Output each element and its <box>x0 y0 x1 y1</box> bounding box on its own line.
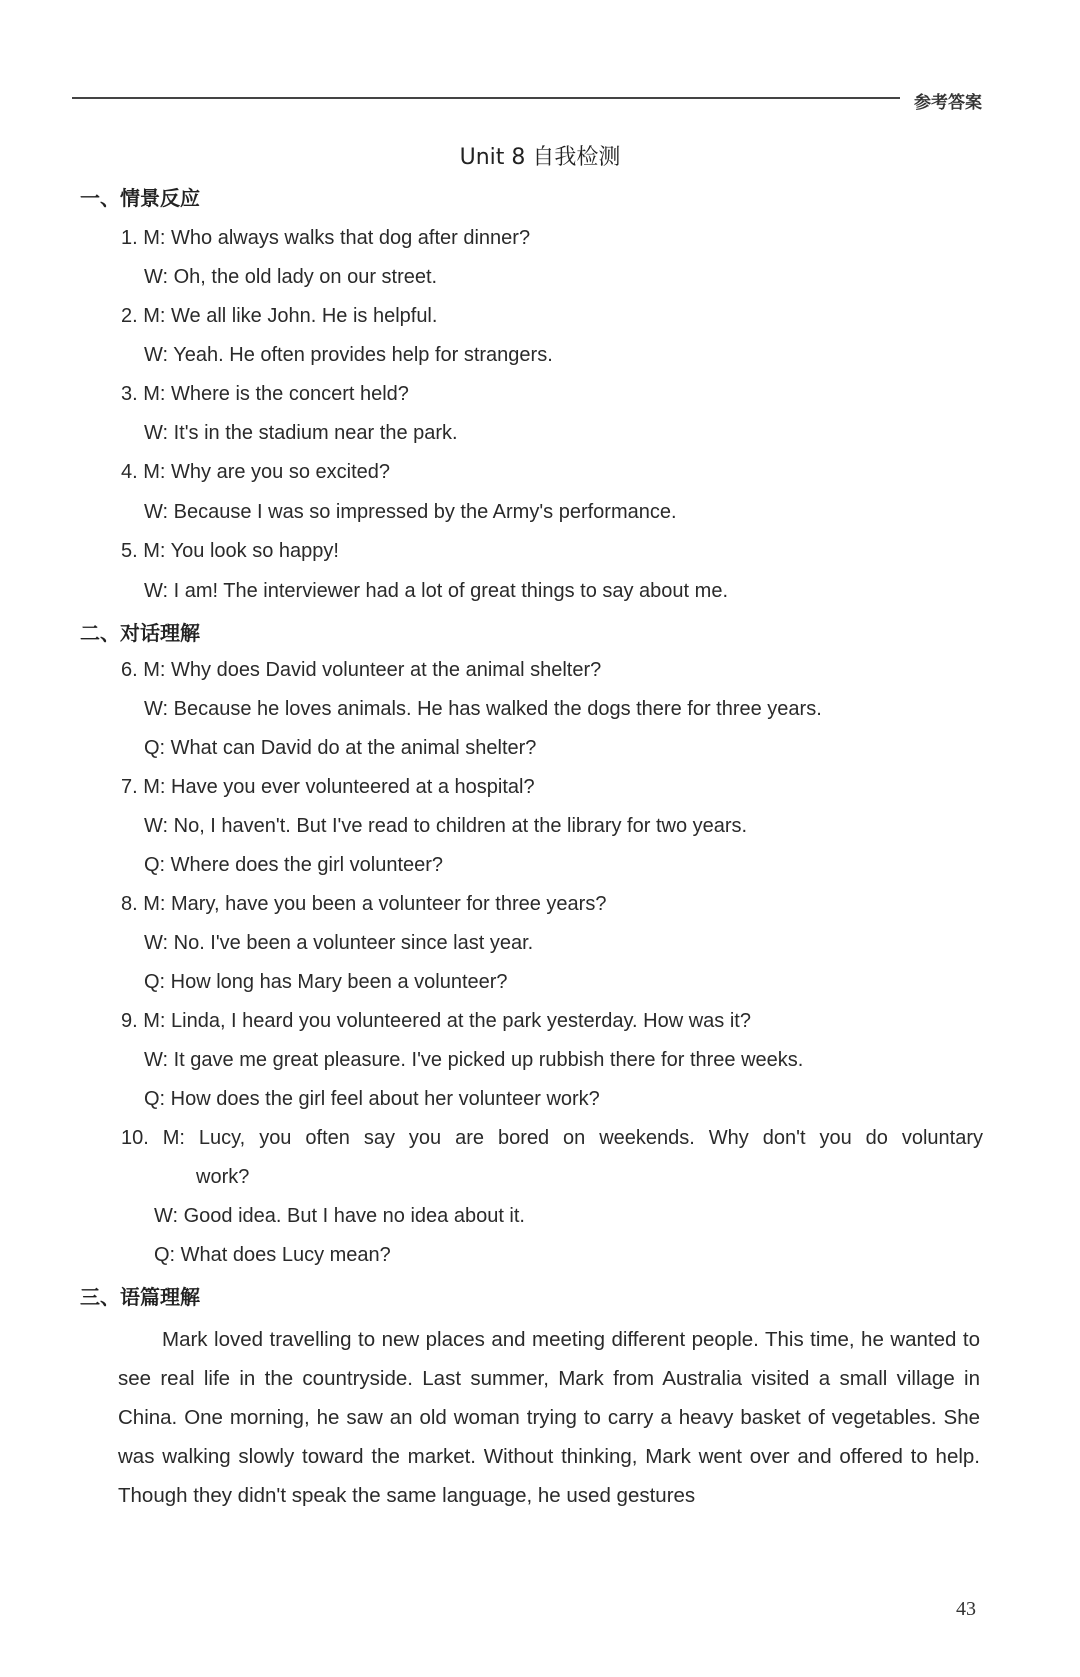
dialogue-line: W: Good idea. But I have no idea about it. <box>154 1205 525 1227</box>
dialogue-line: W: It's in the stadium near the park. <box>144 422 458 444</box>
dialogue-line: W: Oh, the old lady on our street. <box>144 266 438 288</box>
dialogue-line: W: It gave me great pleasure. I've picked up rubbish there for three weeks. <box>144 1049 804 1071</box>
section-heading-2: 二、对话理解 <box>80 621 200 645</box>
dialogue-line: Q: Where does the girl volunteer? <box>144 854 444 876</box>
section-heading-3: 三、语篇理解 <box>80 1285 200 1309</box>
dialogue-line: 6. M: Why does David volunteer at the animal shelter? <box>121 659 602 681</box>
dialogue-line: Q: How does the girl feel about her volunteer work? <box>144 1088 600 1110</box>
dialogue-line: Q: What can David do at the animal shelter? <box>144 737 537 759</box>
header-label: 参考答案 <box>914 93 982 113</box>
dialogue-line: 9. M: Linda, I heard you volunteered at the park yesterday. How was it? <box>121 1010 751 1032</box>
dialogue-line: W: I am! The interviewer had a lot of great things to say about me. <box>144 580 729 602</box>
dialogue-line: W: Because I was so impressed by the Army's performance. <box>144 501 677 523</box>
dialogue-line: W: No, I haven't. But I've read to children at the library for two years. <box>144 815 748 837</box>
dialogue-line: 3. M: Where is the concert held? <box>121 383 409 405</box>
page-number: 43 <box>956 1598 976 1620</box>
dialogue-line: W: Yeah. He often provides help for strangers. <box>144 344 553 366</box>
dialogue-line: W: Because he loves animals. He has walked the dogs there for three years. <box>144 698 822 720</box>
dialogue-line: Q: How long has Mary been a volunteer? <box>144 971 508 993</box>
dialogue-line: 1. M: Who always walks that dog after dinner? <box>121 227 531 249</box>
dialogue-line: work? <box>196 1166 250 1188</box>
dialogue-line: W: No. I've been a volunteer since last year. <box>144 932 534 954</box>
dialogue-line: 7. M: Have you ever volunteered at a hospital? <box>121 776 535 798</box>
section-heading-1: 一、情景反应 <box>80 186 200 210</box>
dialogue-line: 4. M: Why are you so excited? <box>121 461 391 483</box>
dialogue-line: 10. M: Lucy, you often say you are bored on weekends. Why don't you do voluntary <box>121 1127 983 1149</box>
header-rule <box>72 97 900 99</box>
passage-paragraph: Mark loved travelling to new places and meeting different people. This time, he wanted to see real life in the countryside. Last summer, Mark from Australia visited a small village in China. One morning, he saw an old woman trying to carry a heavy basket of vegetables. She was walking slowly toward the market. Without thinking, Mark went over and offered to help. Though they didn't speak the same language, he used gestures <box>118 1328 980 1507</box>
page-title: Unit 8 自我检测 <box>459 145 621 170</box>
dialogue-line: Q: What does Lucy mean? <box>154 1244 391 1266</box>
dialogue-line: 2. M: We all like John. He is helpful. <box>121 305 438 327</box>
dialogue-line: 5. M: You look so happy! <box>121 540 339 562</box>
dialogue-line: 8. M: Mary, have you been a volunteer for three years? <box>121 893 607 915</box>
